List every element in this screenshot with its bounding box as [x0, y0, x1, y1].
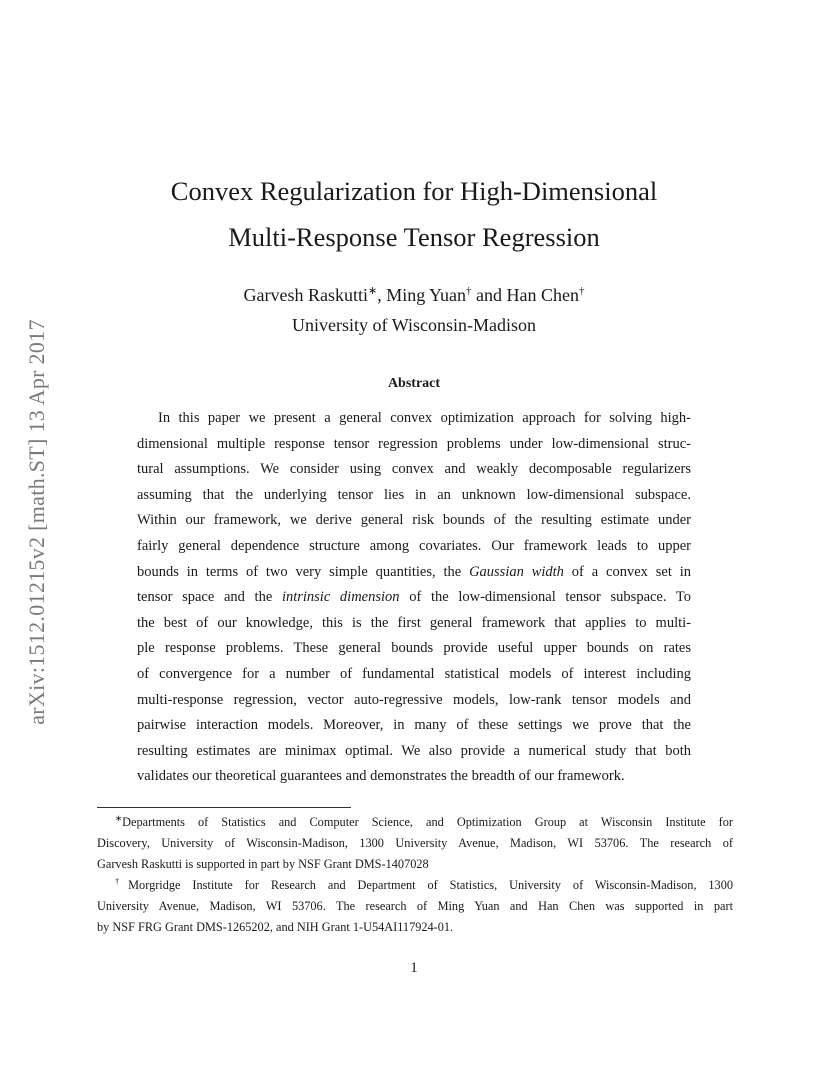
abstract-line: tural assumptions. We consider using convex and weakly decomposable regularizers [137, 461, 691, 478]
author-separator: , [377, 285, 387, 305]
abstract-text-segment: of a convex set in [563, 563, 691, 580]
footnote-divider [97, 807, 351, 808]
footnote-line [97, 875, 733, 896]
arxiv-identifier-stamp [14, 272, 60, 772]
author-affiliation: University of Wisconsin-Madison [292, 315, 536, 335]
footnote-2-mark: † [115, 876, 129, 886]
abstract-text-segment: tensor space and the [137, 589, 282, 606]
abstract-line: validates our theoretical guarantees and demonstrates the breadth of our framework. [137, 768, 625, 785]
page-number: 1 [410, 960, 418, 976]
footnote-line [97, 812, 733, 833]
abstract-heading: Abstract [387, 376, 441, 391]
abstract-line: In this paper we present a general convex optimization approach for solving high- [158, 410, 691, 426]
abstract-line: of convergence for a number of fundamental statistical models of interest including [137, 665, 691, 682]
abstract-line: assuming that the underlying tensor lies in an unknown low-dimensional subspace. [137, 486, 691, 503]
author-chen-footnote-mark: † [579, 285, 585, 297]
author-raskutti: Garvesh Raskutti [243, 285, 368, 305]
abstract-line: multi-response regression, vector auto-regressive models, low-rank tensor models and [137, 691, 691, 708]
author-chen: Han Chen [506, 285, 580, 305]
author-yuan: Ming Yuan [386, 285, 467, 305]
author-raskutti-footnote-mark: ∗ [367, 285, 378, 297]
arxiv-identifier-text: arXiv:1512.01215v2 [math.ST] 13 Apr 2017 [24, 319, 49, 725]
author-separator: and [471, 285, 507, 305]
author-yuan-footnote-mark: † [466, 285, 472, 297]
abstract-line: Within our framework, we derive general risk bounds of the resulting estimate under [137, 512, 691, 529]
paper-title [0, 168, 828, 260]
footnote-line: by NSF FRG Grant DMS-1265202, and NIH Grant 1-U54AI117924-01. [97, 920, 454, 934]
author-line [0, 280, 828, 310]
footnote-line: Garvesh Raskutti is supported in part by NSF Grant DMS-1407028 [97, 857, 429, 871]
gaussian-width-term: Gaussian width [469, 563, 564, 580]
abstract-line: ple response problems. These general bounds provide useful upper bounds on rates [137, 640, 691, 657]
footnote-line: Discovery, University of Wisconsin-Madison, 1300 University Avenue, Madison, WI 53706. The research of [97, 836, 733, 850]
title-line-1: Convex Regularization for High-Dimensional [170, 176, 658, 206]
title-line-2: Multi-Response Tensor Regression [228, 222, 600, 252]
footnote-line: University Avenue, Madison, WI 53706. The research of Ming Yuan and Han Chen was supported in part [97, 899, 733, 913]
abstract-line [137, 585, 691, 611]
abstract-line: the best of our knowledge, this is the first general framework that applies to multi- [137, 614, 691, 631]
abstract-text-segment: of the low-dimensional tensor subspace. To [399, 589, 691, 606]
footnote-1-mark: ∗ [115, 813, 123, 823]
abstract-line: dimensional multiple response tensor regression problems under low-dimensional struc- [137, 435, 691, 452]
intrinsic-dimension-term: intrinsic dimension [281, 589, 400, 606]
abstract-line: pairwise interaction models. Moreover, in many of these settings we prove that the [137, 717, 691, 734]
abstract-line [137, 560, 691, 586]
footnote-1-text: Departments of Statistics and Computer Science, and Optimization Group at Wisconsin Institute for [122, 815, 733, 829]
footnote-2-text: Morgridge Institute for Research and Department of Statistics, University of Wisconsin-Madison, 1300 [128, 878, 734, 892]
abstract-text-segment: bounds in terms of two very simple quantities, the [137, 563, 470, 580]
abstract-line: resulting estimates are minimax optimal. We also provide a numerical study that both [137, 742, 691, 759]
footnotes [97, 812, 733, 938]
author-block [0, 280, 828, 340]
abstract-text [137, 406, 691, 790]
abstract-line: fairly general dependence structure among covariates. Our framework leads to upper [137, 537, 691, 554]
